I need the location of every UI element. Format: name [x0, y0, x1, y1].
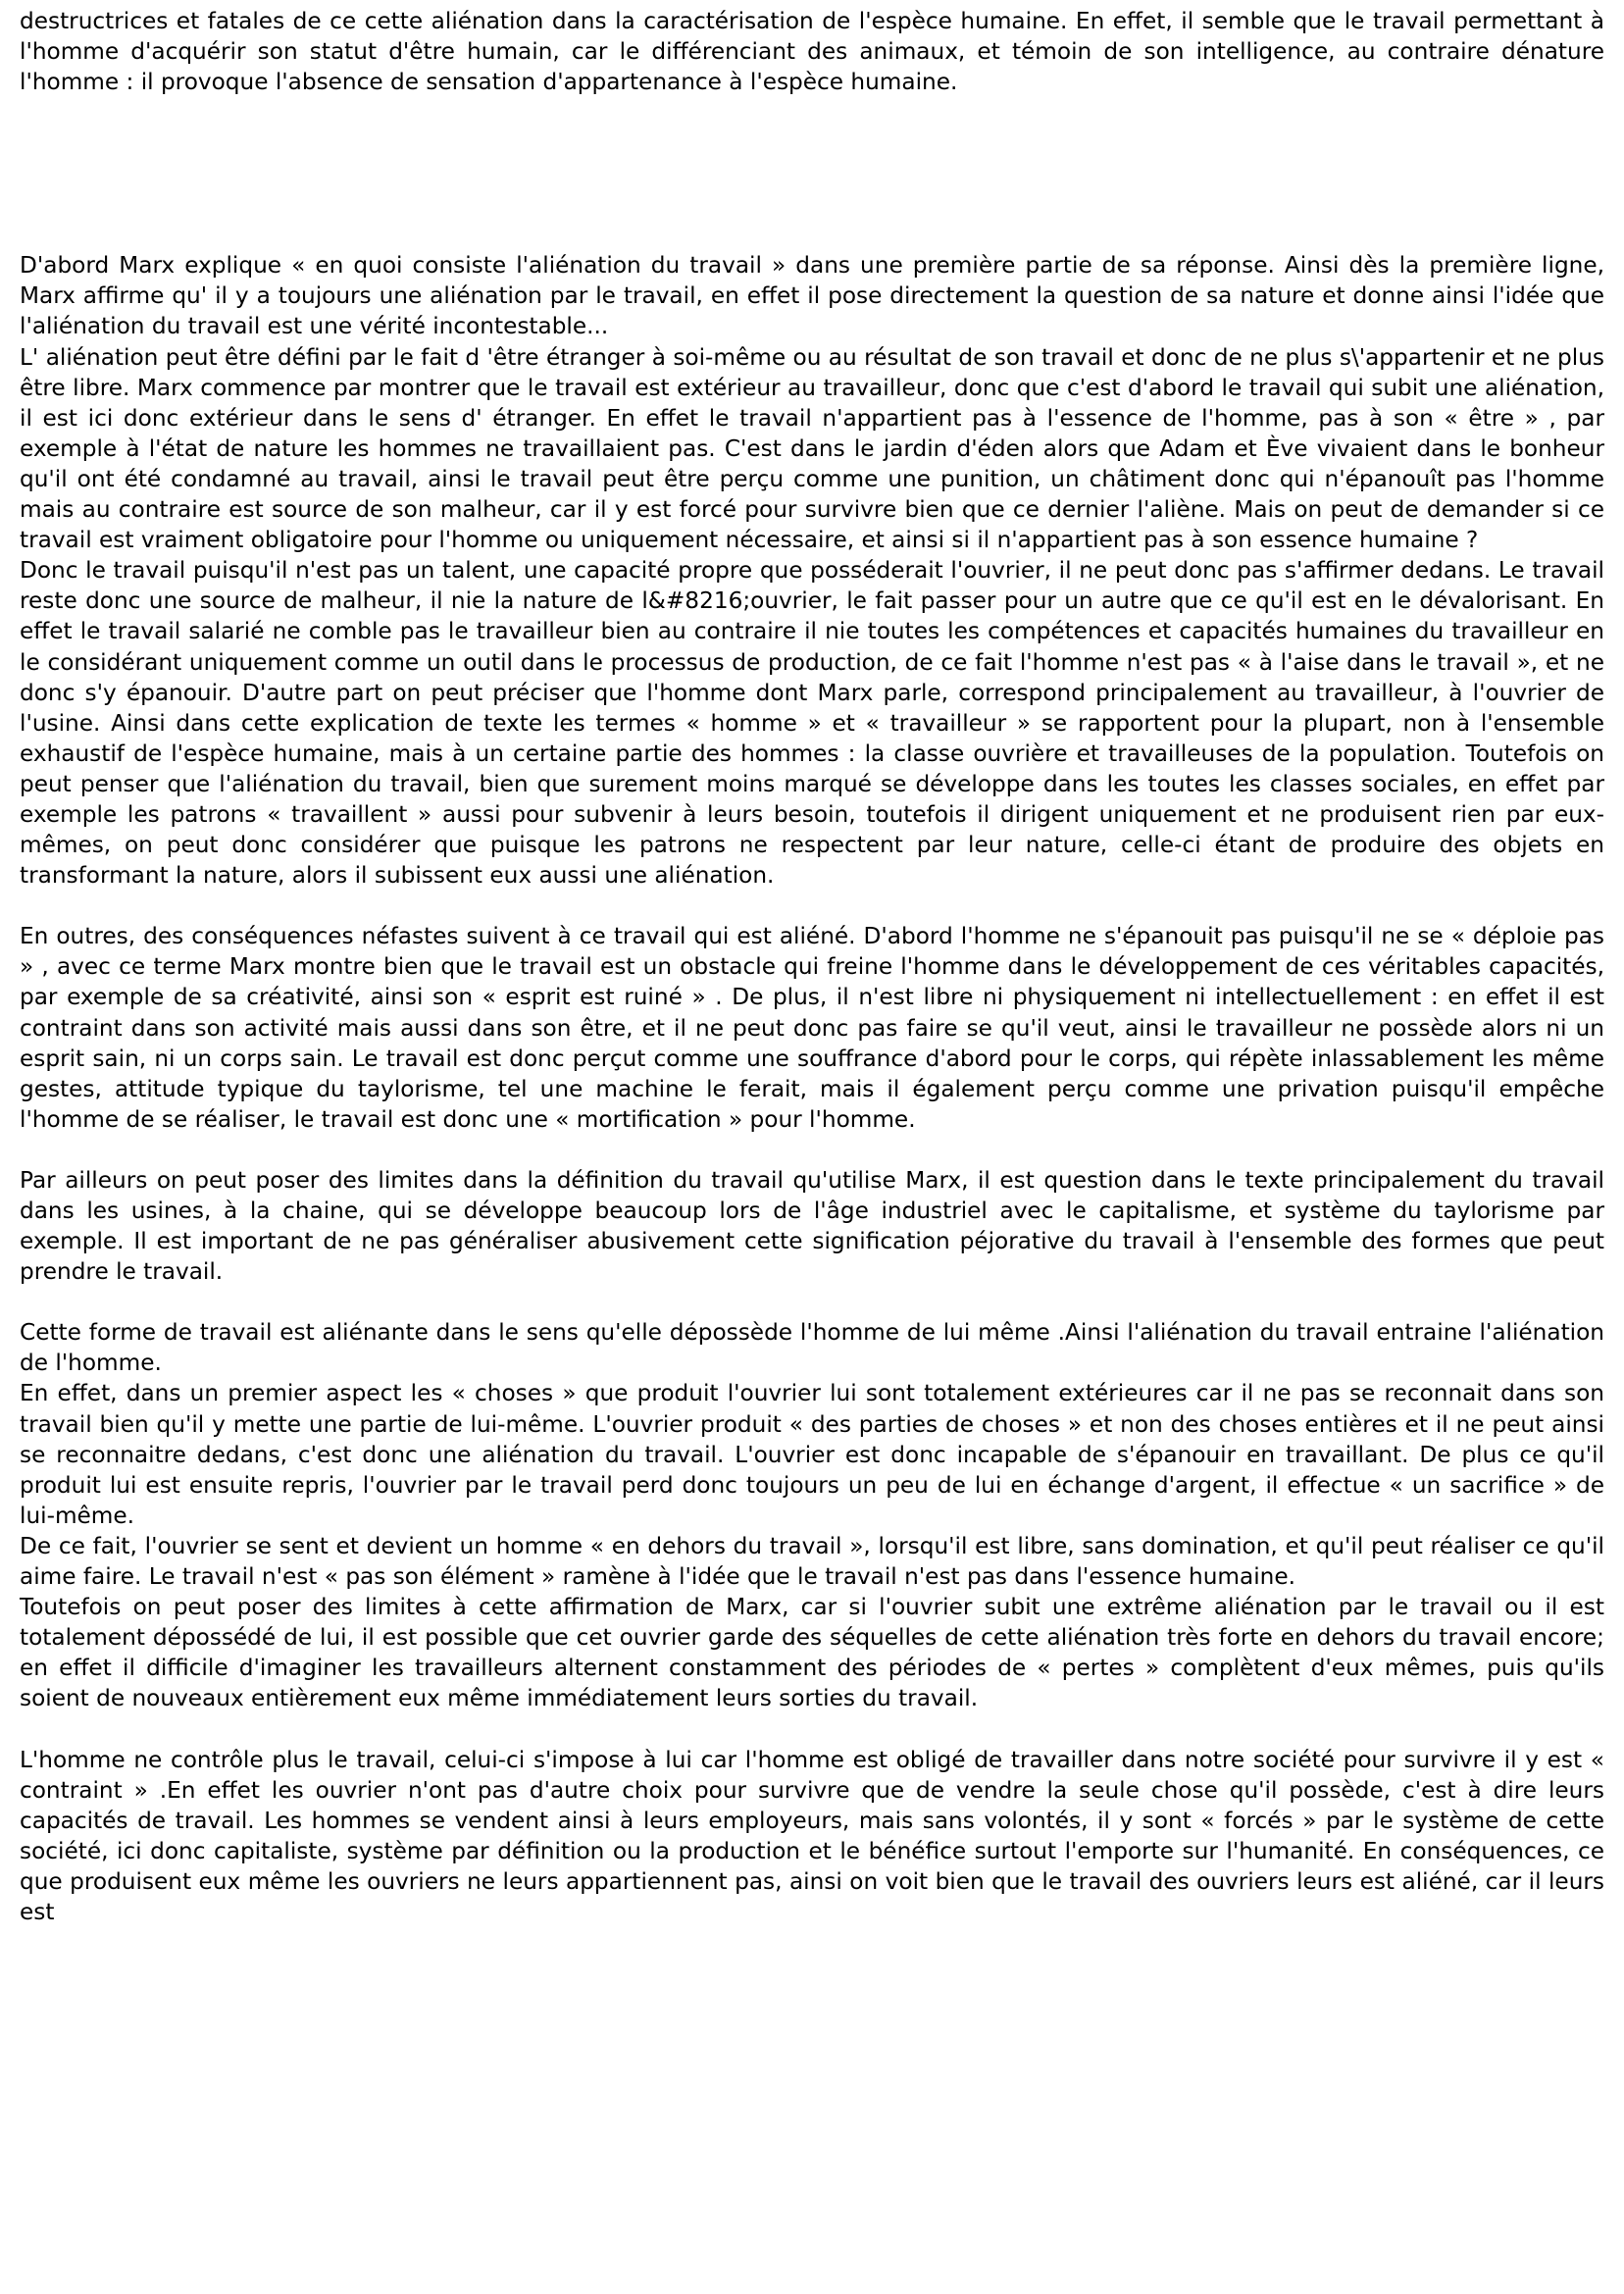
paragraph: Toutefois on peut poser des limites à cette affirmation de Marx, car si l'ouvrier subit une extrême aliénation par le travail ou il est totalement dépossédé de lui, il est possible que cet ouvrier garde des séquelles de cette aliénation très forte en dehors du travail encore; en effet il difficile d'imaginer les travailleurs alternent constamment des périodes de « pertes » complètent d'eux mêmes, puis qu'ils soient de nouveaux entièrement eux même immédiatement leurs sorties du travail. — [20, 1594, 1604, 1712]
paragraph: De ce fait, l'ouvrier se sent et devient un homme « en dehors du travail », lorsqu'il est libre, sans domination, et qu'il peut réaliser ce qu'il aime faire. Le travail n'est « pas son élément » ramène à l'idée que le travail n'est pas dans l'essence humaine. — [20, 1532, 1604, 1591]
paragraph: L'homme ne contrôle plus le travail, celui-ci s'impose à lui car l'homme est obligé de travailler dans notre société pour survivre il y est « contraint » .En effet les ouvrier n'ont pas d'autre choix pour survivre que de vendre la seule chose qu'il possède, c'est à dire leurs capacités de travail. Les hommes se vendent ainsi à leurs employeurs, mais sans volontés, il y sont « forcés » par le système de cette société, ici donc capitaliste, système par définition ou la production et le bénéfice surtout l'emporte sur l'humanité. En conséquences, ce que produisent eux même les ouvriers ne leurs appartiennent pas, ainsi on voit bien que le travail des ouvriers leurs est aliéné, car il leurs est — [20, 1746, 1604, 1925]
intro-paragraph: destructrices et fatales de ce cette aliénation dans la caractérisation de l'espèce humaine. En effet, il semble que le travail permettant à l'homme d'acquérir son statut d'être humain, car le différenciant des animaux, et témoin de son intelligence, au contraire dénature l'homme : il provoque l'absence de sensation d'appartenance à l'espèce humaine. — [20, 8, 1604, 96]
paragraph-gap — [20, 891, 1604, 921]
paragraph: En effet, dans un premier aspect les « choses » que produit l'ouvrier lui sont totalement extérieures car il ne pas se reconnait dans son travail bien qu'il y mette une partie de lui-même. L'ouvrier produit « des parties de choses » et non des choses entières et il ne peut ainsi se reconnaitre dedans, c'est donc une aliénation du travail. L'ouvrier est donc incapable de s'épanouir en travaillant. De plus ce qu'il produit lui est ensuite repris, l'ouvrier par le travail perd donc toujours un peu de lui en échange d'argent, il effectue « un sacrifice » de lui-même. — [20, 1380, 1604, 1529]
paragraph: D'abord Marx explique « en quoi consiste l'aliénation du travail » dans une première partie de sa réponse. Ainsi dès la première ligne, Marx affirme qu' il y a toujours une aliénation par le travail, en effet il pose directement la question de sa nature et donne ainsi l'idée que l'aliénation du travail est une vérité incontestable... — [20, 252, 1604, 340]
paragraph-gap — [20, 1135, 1604, 1165]
paragraph-gap — [20, 1714, 1604, 1745]
paragraph: En outres, des conséquences néfastes suivent à ce travail qui est aliéné. D'abord l'homme ne s'épanouit pas puisqu'il ne se « déploie pas » , avec ce terme Marx montre bien que le travail est un obstacle qui freine l'homme dans le développement de ces véritables capacités, par exemple de sa créativité, ainsi son « esprit est ruiné » . De plus, il n'est libre ni physiquement ni intellectuellement : en effet il est contraint dans son activité mais aussi dans son être, et il ne peut donc pas faire se qu'il veut, ainsi le travailleur ne possède alors ni un esprit sain, ni un corps sain. Le travail est donc perçut comme une souffrance d'abord pour le corps, qui répète inlassablement les même gestes, attitude typique du taylorisme, tel une machine le ferait, mais il également perçu comme une privation puisqu'il empêche l'homme de se réaliser, le travail est donc une « mortification » pour l'homme. — [20, 923, 1604, 1133]
section-gap — [20, 97, 1604, 250]
paragraph: Donc le travail puisqu'il n'est pas un talent, une capacité propre que posséderait l'ouvrier, il ne peut donc pas s'affirmer dedans. Le travail reste donc une source de malheur, il nie la nature de l&#8216;ouvrier, le fait passer pour un autre que ce qu'il est en le dévalorisant. En effet le travail salarié ne comble pas le travailleur bien au contraire il nie toutes les compétences et capacités humaines du travailleur en le considérant uniquement comme un outil dans le processus de production, de ce fait l'homme n'est pas « à l'aise dans le travail », et ne donc s'y épanouir. D'autre part on peut préciser que l'homme dont Marx parle, correspond principalement au travailleur, à l'ouvrier de l'usine. Ainsi dans cette explication de texte les termes « homme » et « travailleur » se rapportent pour la plupart, non à l'ensemble exhaustif de l'espèce humaine, mais à un certaine partie des hommes : la classe ouvrière et travailleuses de la population. Toutefois on peut penser que l'aliénation du travail, bien que surement moins marqué se développe dans les toutes les classes sociales, en effet par exemple les patrons « travaillent » aussi pour subvenir à leurs besoin, toutefois il dirigent uniquement et ne produisent rien par eux-mêmes, on peut donc considérer que puisque les patrons ne respectent par leur nature, celle-ci étant de produire des objets en transformant la nature, alors il subissent eux aussi une aliénation. — [20, 557, 1604, 890]
paragraph-gap — [20, 1287, 1604, 1317]
paragraph: Cette forme de travail est aliénante dans le sens qu'elle dépossède l'homme de lui même .Ainsi l'aliénation du travail entraine l'aliénation de l'homme. — [20, 1319, 1604, 1377]
paragraph: L' aliénation peut être défini par le fait d 'être étranger à soi-même ou au résultat de son travail et donc de ne plus s\'appartenir et ne plus être libre. Marx commence par montrer que le travail est extérieur au travailleur, donc que c'est d'abord le travail qui subit une aliénation, il est ici donc extérieur dans le sens d' étranger. En effet le travail n'appartient pas à l'essence de l'homme, pas à son « être » , par exemple à l'état de nature les hommes ne travaillaient pas. C'est dans le jardin d'éden alors que Adam et Ève vivaient dans le bonheur qu'il ont été condamné au travail, ainsi le travail peut être perçu comme une punition, un châtiment donc qui n'épanouît pas l'homme mais au contraire est source de son malheur, car il y est forcé pour survivre bien que ce dernier l'aliène. Mais on peut de demander si ce travail est vraiment obligatoire pour l'homme ou uniquement nécessaire, et ainsi si il n'appartient pas à son essence humaine ? — [20, 343, 1604, 554]
paragraph: Par ailleurs on peut poser des limites dans la définition du travail qu'utilise Marx, il est question dans le texte principalement du travail dans les usines, à la chaine, qui se développe beaucoup lors de l'âge industriel avec le capitalisme, et système du taylorisme par exemple. Il est important de ne pas généraliser abusivement cette signification péjorative du travail à l'ensemble des formes que peut prendre le travail. — [20, 1166, 1604, 1286]
document-page — [20, 6, 1604, 1927]
